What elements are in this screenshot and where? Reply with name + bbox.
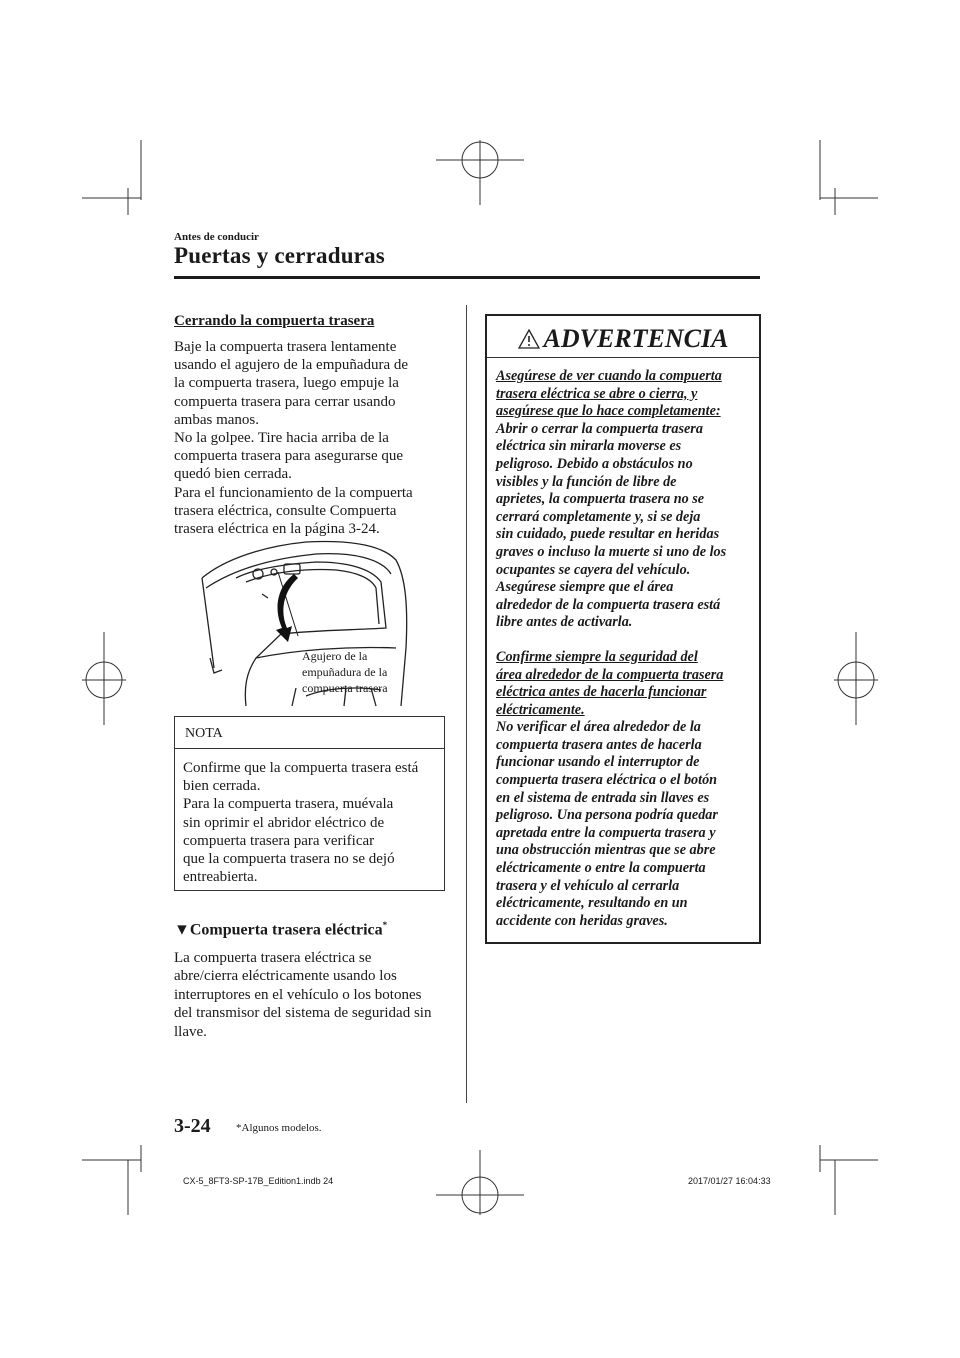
column-divider: [466, 305, 467, 1103]
footnote: *Algunos modelos.: [236, 1122, 322, 1134]
note-heading: NOTA: [175, 717, 444, 749]
triangle-down-icon: ▼: [174, 921, 190, 939]
warning-box: [485, 314, 761, 944]
warning-heading: ADVERTENCIA: [487, 316, 759, 358]
note-box: [174, 716, 445, 891]
power-liftgate-body: La compuerta trasera eléctrica se abre/cierra eléctricamente usando los interruptores en el vehículo o los botones del transmisor del sistema de seguridad sin llave.: [174, 950, 432, 1040]
power-liftgate-heading: ▼Compuerta trasera eléctrica*: [174, 920, 388, 939]
page-number: 3-24: [174, 1115, 211, 1137]
section-label: Antes de conducir: [174, 231, 259, 243]
closing-paragraph: Baje la compuerta trasera lentamente usando el agujero de la empuñadura de la compuerta trasera, luego empuje la compuerta trasera para cerrar usando ambas manos. No la golpee. Tire hacia arriba de la compuerta trasera para asegurarse que quedó bien cerrada. Para el funcionamiento de la compuerta trasera eléctrica, consulte Compuerta trasera eléctrica en la página 3-24.: [174, 339, 413, 538]
liftgate-illustration: [196, 538, 424, 708]
closing-section: [174, 313, 446, 538]
chapter-title: Puertas y cerraduras: [174, 243, 385, 268]
print-file-label: CX-5_8FT3-SP-17B_Edition1.indb 24: [183, 1176, 334, 1186]
note-body: Confirme que la compuerta trasera está bien cerrada. Para la compuerta trasera, muévala sin oprimir el abridor eléctrico de compuerta trasera para verificar que la compuerta trasera no se dejó entreabierta.: [183, 760, 419, 886]
figure-caption: Agujero de la empuñadura de la compuerta trasera: [302, 649, 388, 695]
warning-triangle-icon: [518, 329, 540, 349]
print-date-label: 2017/01/27 16:04:33: [688, 1176, 771, 1186]
closing-heading: Cerrando la compuerta trasera: [174, 313, 375, 329]
warning-body: Asegúrese de ver cuando la compuerta trasera eléctrica se abre o cierra, y asegúrese que lo hace completamente: Abrir o cerrar la compuerta trasera eléctrica sin mirarla moverse es peligroso. Debido a obstáculos no visibles y la función de libre de aprietes, la compuerta trasera no se cerrará completamente y, si se deja sin cuidado, puede resultar en heridas graves o incluso la muerte si uno de los ocupantes se cayera del vehículo. Asegúrese siempre que el área alrededor de la compuerta trasera está libre antes de activarla. Confirme siempre la seguridad del área alrededor de la compuerta trasera eléctrica antes de hacerla funcionar eléctricamente. No verificar el área alrededor de la compuerta trasera antes de hacerla funcionar usando el interruptor de compuerta trasera eléctrica o el botón en el sistema de entrada sin llaves es peligroso. Una persona podría quedar apretada entre la compuerta trasera y una obstrucción mientras que se abre eléctricamente o entre la compuerta trasera y el vehículo al cerrarla eléctricamente, resultando en un accidente con heridas graves.: [496, 368, 727, 929]
header-rule: [174, 276, 760, 279]
